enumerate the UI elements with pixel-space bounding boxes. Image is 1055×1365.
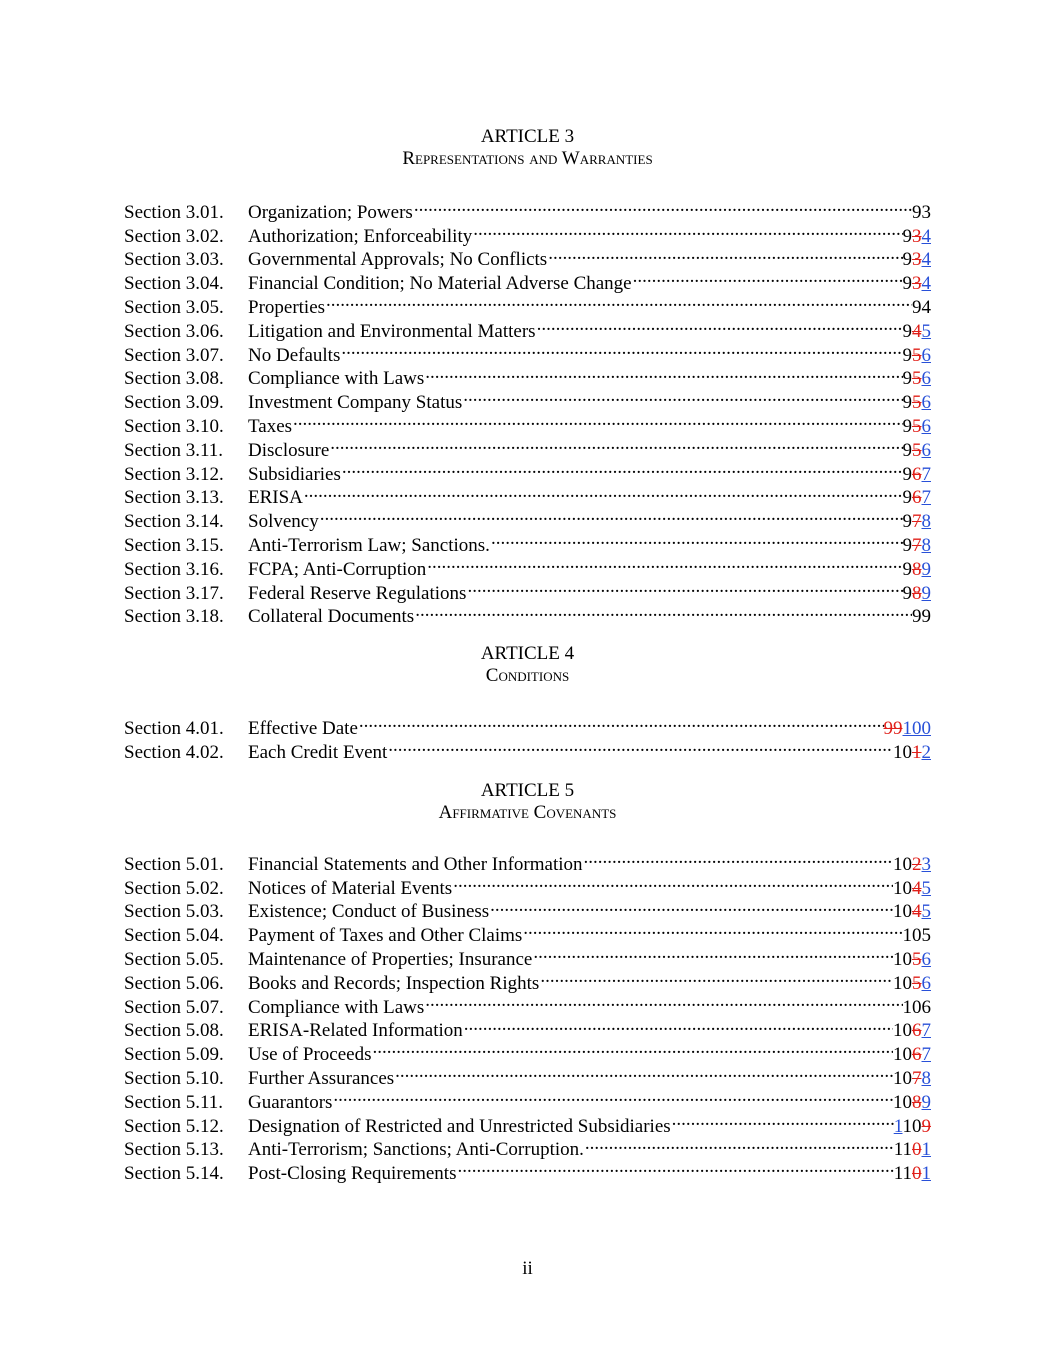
section-number: Section 4.02. (124, 741, 224, 763)
inserted-digits[interactable]: 3 (921, 853, 931, 875)
page-base: 10 (893, 972, 912, 994)
dot-leader (490, 527, 903, 551)
section-number: Section 3.01. (124, 201, 224, 223)
section-number: Section 3.12. (124, 463, 224, 485)
section-number: Section 3.10. (124, 415, 224, 437)
dot-leader (583, 846, 893, 870)
page-base: 105 (902, 925, 931, 947)
inserted-digits[interactable]: 4 (921, 225, 931, 247)
deleted-digits: 4 (912, 320, 922, 342)
page-base: 9 (902, 368, 912, 390)
page-base: 9 (902, 439, 912, 461)
article-4-header (124, 643, 931, 687)
page-base: 10 (893, 901, 912, 923)
section-title: Guarantors (248, 1091, 333, 1113)
dot-leader (413, 194, 912, 218)
section-number: Section 5.04. (124, 925, 224, 947)
section-title: Books and Records; Inspection Rights (248, 972, 540, 994)
section-title: Use of Proceeds (248, 1044, 372, 1066)
section-title: Properties (248, 296, 326, 318)
page-base: 9 (902, 415, 912, 437)
dot-leader (536, 313, 903, 337)
dot-leader (424, 989, 902, 1013)
inserted-digits[interactable]: 9 (921, 582, 931, 604)
page-base: 9 (902, 320, 912, 342)
page-base: 9 (902, 392, 912, 414)
page-reference (903, 248, 932, 272)
inserted-digits[interactable]: 4 (921, 273, 931, 295)
deleted-digits: 8 (912, 582, 922, 604)
section-title: Governmental Approvals; No Conflicts (248, 249, 548, 271)
deleted-digits: 5 (912, 948, 922, 970)
article-3-header (124, 126, 931, 170)
dot-leader (532, 941, 893, 965)
deleted-digits: 5 (912, 368, 922, 390)
dot-leader (358, 710, 884, 734)
deleted-digits: 6 (912, 1020, 922, 1042)
dot-leader (472, 218, 902, 242)
section-title: No Defaults (248, 344, 341, 366)
article-heading: ARTICLE 4 (480, 643, 575, 664)
page-suffix: 10 (902, 1115, 922, 1137)
inserted-digits[interactable]: 9 (921, 558, 931, 580)
section-title: Authorization; Enforceability (248, 225, 473, 247)
section-title: Solvency (248, 511, 319, 533)
section-number: Section 5.02. (124, 877, 224, 899)
page-reference (903, 558, 932, 582)
deleted-digits: 5 (912, 439, 922, 461)
inserted-digits[interactable]: 6 (921, 368, 931, 390)
section-number: Section 3.06. (124, 320, 224, 342)
inserted-digits[interactable]: 6 (921, 972, 931, 994)
page-base: 10 (893, 1091, 912, 1113)
section-title: Subsidiaries (248, 463, 341, 485)
page-base: 93 (912, 201, 931, 223)
deleted-digits: 3 (912, 249, 922, 271)
section-title: Organization; Powers (248, 201, 413, 223)
page-reference (893, 877, 931, 901)
section-number: Section 4.01. (124, 717, 224, 739)
section-title: Anti-Terrorism; Sanctions; Anti-Corruption. (248, 1139, 584, 1161)
section-title: Disclosure (248, 439, 330, 461)
inserted-digits[interactable]: 6 (921, 415, 931, 437)
inserted-digits[interactable]: 7 (921, 487, 931, 509)
dot-leader (325, 289, 912, 313)
section-title: Compliance with Laws (248, 996, 425, 1018)
section-number: Section 5.03. (124, 901, 224, 923)
dot-leader (332, 1084, 893, 1108)
dot-leader (547, 242, 902, 266)
page-base: 11 (893, 1139, 912, 1161)
section-title: Maintenance of Properties; Insurance (248, 948, 533, 970)
page-base: 9 (902, 511, 912, 533)
section-title: Anti-Terrorism Law; Sanctions. (248, 534, 490, 556)
article-subtitle: Conditions (485, 665, 570, 686)
section-number: Section 3.09. (124, 392, 224, 414)
dot-leader (456, 1155, 893, 1179)
deleted-digits: 99 (883, 717, 903, 739)
page-base: 9 (902, 225, 912, 247)
section-number: Section 5.08. (124, 1020, 224, 1042)
deleted-digits: 4 (912, 901, 922, 923)
page-reference (903, 463, 932, 487)
section-number: Section 3.18. (124, 606, 224, 628)
page-reference (903, 924, 932, 948)
section-title: Litigation and Environmental Matters (248, 320, 536, 342)
inserted-digits[interactable]: 8 (921, 534, 931, 556)
section-number: Section 5.11. (124, 1091, 224, 1113)
section-number: Section 5.12. (124, 1115, 224, 1137)
page-base: 106 (902, 996, 931, 1018)
page-reference (893, 948, 931, 972)
page-base: 99 (912, 606, 931, 628)
deleted-digits: 6 (912, 463, 922, 485)
page-reference (912, 605, 931, 629)
article-3-toc (124, 194, 931, 628)
page-reference (903, 510, 932, 534)
section-title: ERISA (248, 487, 303, 509)
deleted-digits: 7 (912, 1067, 922, 1089)
page-base: 10 (893, 853, 912, 875)
deleted-digits: 5 (912, 415, 922, 437)
inserted-digits[interactable]: 1 (921, 1163, 931, 1185)
section-title: Each Credit Event (248, 741, 388, 763)
dot-leader (292, 408, 902, 432)
section-title: Collateral Documents (248, 606, 415, 628)
page-reference (893, 1091, 931, 1115)
section-title: Financial Condition; No Material Adverse Change (248, 273, 632, 295)
deleted-digits: 6 (912, 1044, 922, 1066)
deleted-digits: 4 (912, 877, 922, 899)
section-number: Section 5.06. (124, 972, 224, 994)
page-base: 11 (893, 1163, 912, 1185)
section-number: Section 5.05. (124, 948, 224, 970)
dot-leader (319, 503, 903, 527)
page-base: 10 (893, 1020, 912, 1042)
page-base: 9 (902, 558, 912, 580)
deleted-digits: 3 (912, 225, 922, 247)
section-number: Section 3.07. (124, 344, 224, 366)
deleted-digits: 7 (912, 534, 922, 556)
dot-leader (341, 456, 903, 480)
section-title: Taxes (248, 415, 293, 437)
page-reference (903, 439, 932, 463)
dot-leader (303, 480, 903, 504)
article-subtitle: Affirmative Covenants (438, 802, 617, 823)
inserted-digits[interactable]: 8 (921, 511, 931, 533)
dot-leader (424, 361, 902, 385)
deleted-digits: 5 (912, 392, 922, 414)
article-subtitle: Representations and Warranties (402, 148, 653, 169)
section-number: Section 3.13. (124, 487, 224, 509)
toc-entry[interactable] (124, 846, 931, 875)
article-5-header (124, 780, 931, 824)
page-reference (912, 296, 931, 320)
page-base: 9 (902, 582, 912, 604)
section-number: Section 5.10. (124, 1067, 224, 1089)
section-title: Designation of Restricted and Unrestricted Subsidiaries (248, 1115, 671, 1137)
dot-leader (584, 1132, 894, 1156)
section-number: Section 3.04. (124, 273, 224, 295)
dot-leader (387, 734, 893, 758)
dot-leader (463, 1013, 893, 1037)
section-title: FCPA; Anti-Corruption (248, 558, 427, 580)
section-number: Section 3.17. (124, 582, 224, 604)
inserted-digits[interactable]: 8 (921, 1067, 931, 1089)
page-reference (893, 1043, 931, 1067)
dot-leader (466, 575, 902, 599)
toc-entry[interactable] (124, 194, 931, 223)
inserted-digits[interactable]: 4 (921, 249, 931, 271)
page-reference (903, 996, 932, 1020)
inserted-digits[interactable]: 2 (921, 741, 931, 763)
deleted-digits: 8 (912, 1091, 922, 1113)
deleted-digits: 0 (912, 1139, 922, 1161)
page-base: 9 (902, 487, 912, 509)
page-reference (903, 534, 932, 558)
section-number: Section 3.02. (124, 225, 224, 247)
deleted-digits: 8 (912, 558, 922, 580)
page-reference (903, 391, 932, 415)
deleted-digits: 7 (912, 511, 922, 533)
inserted-digits[interactable]: 5 (921, 320, 931, 342)
dot-leader (462, 384, 902, 408)
section-title: Payment of Taxes and Other Claims (248, 925, 523, 947)
section-title: Federal Reserve Regulations (248, 582, 467, 604)
section-title: Investment Company Status (248, 392, 463, 414)
dot-leader (394, 1060, 893, 1084)
inserted-digits[interactable]: 5 (921, 901, 931, 923)
dot-leader (340, 337, 902, 361)
dot-leader (414, 599, 912, 623)
section-number: Section 5.09. (124, 1044, 224, 1066)
page-reference (903, 486, 932, 510)
section-number: Section 3.15. (124, 534, 224, 556)
section-number: Section 5.07. (124, 996, 224, 1018)
deleted-digits: 6 (912, 487, 922, 509)
page-base: 94 (912, 296, 931, 318)
section-number: Section 5.01. (124, 853, 224, 875)
article-4-toc (124, 710, 931, 763)
toc-entry[interactable] (124, 710, 931, 739)
inserted-digits[interactable]: 7 (921, 1020, 931, 1042)
dot-leader (632, 265, 903, 289)
deleted-digits: 1 (912, 741, 922, 763)
page-base: 10 (893, 877, 912, 899)
dot-leader (522, 917, 902, 941)
page-base: 10 (893, 1044, 912, 1066)
article-5-toc (124, 846, 931, 1185)
page-reference (903, 415, 932, 439)
page-base: 10 (893, 948, 912, 970)
page-reference (893, 1019, 931, 1043)
section-number: Section 3.14. (124, 511, 224, 533)
dot-leader (489, 894, 893, 918)
inserted-digits[interactable]: 9 (921, 1091, 931, 1113)
deleted-digits: 5 (912, 344, 922, 366)
deleted-digits: 3 (912, 273, 922, 295)
section-title: Post-Closing Requirements (248, 1163, 457, 1185)
dot-leader (329, 432, 902, 456)
section-title: Effective Date (248, 717, 358, 739)
dot-leader (426, 551, 902, 575)
section-number: Section 3.11. (124, 439, 224, 461)
section-number: Section 3.08. (124, 368, 224, 390)
section-title: Compliance with Laws (248, 368, 425, 390)
section-number: Section 3.03. (124, 249, 224, 271)
deleted-digits: 5 (912, 972, 922, 994)
inserted-digits[interactable]: 7 (921, 1044, 931, 1066)
page-number: ii (522, 1258, 533, 1279)
page-reference (903, 344, 932, 368)
section-title: Notices of Material Events (248, 877, 453, 899)
page-reference (903, 367, 932, 391)
deleted-digits: 0 (912, 1163, 922, 1185)
dot-leader (539, 965, 893, 989)
page-reference (903, 225, 932, 249)
page-reference (893, 853, 931, 877)
inserted-digits[interactable]: 1 (921, 1139, 931, 1161)
inserted-digits[interactable]: 6 (921, 948, 931, 970)
section-number: Section 5.13. (124, 1139, 224, 1161)
dot-leader (371, 1036, 893, 1060)
article-heading: ARTICLE 5 (480, 780, 575, 801)
inserted-digits[interactable]: 5 (921, 877, 931, 899)
inserted-digits[interactable]: 1 (893, 1115, 903, 1137)
section-title: Existence; Conduct of Business (248, 901, 490, 923)
dot-leader (671, 1108, 894, 1132)
page-reference (903, 320, 932, 344)
deleted-digits: 2 (912, 853, 922, 875)
section-number: Section 5.14. (124, 1163, 224, 1185)
page-base: 9 (902, 273, 912, 295)
page-reference (912, 201, 931, 225)
page-reference (894, 1115, 931, 1139)
inserted-digits[interactable]: 100 (902, 717, 931, 739)
section-number: Section 3.05. (124, 296, 224, 318)
page-base: 9 (902, 534, 912, 556)
page-base: 9 (902, 463, 912, 485)
dot-leader (452, 870, 893, 894)
section-title: Further Assurances (248, 1067, 395, 1089)
page-reference (893, 1067, 931, 1091)
page-reference (894, 1138, 931, 1162)
section-title: Financial Statements and Other Information (248, 853, 583, 875)
page-base: 9 (902, 249, 912, 271)
deleted-digits: 9 (921, 1115, 931, 1137)
inserted-digits[interactable]: 6 (921, 439, 931, 461)
inserted-digits[interactable]: 6 (921, 392, 931, 414)
page-reference (893, 741, 931, 765)
inserted-digits[interactable]: 7 (921, 463, 931, 485)
page-base: 10 (893, 1067, 912, 1089)
inserted-digits[interactable]: 6 (921, 344, 931, 366)
section-title: ERISA-Related Information (248, 1020, 463, 1042)
page-base: 9 (902, 344, 912, 366)
page-reference (894, 1162, 931, 1186)
page-base: 10 (893, 741, 912, 763)
section-number: Section 3.16. (124, 558, 224, 580)
article-heading: ARTICLE 3 (480, 126, 575, 147)
